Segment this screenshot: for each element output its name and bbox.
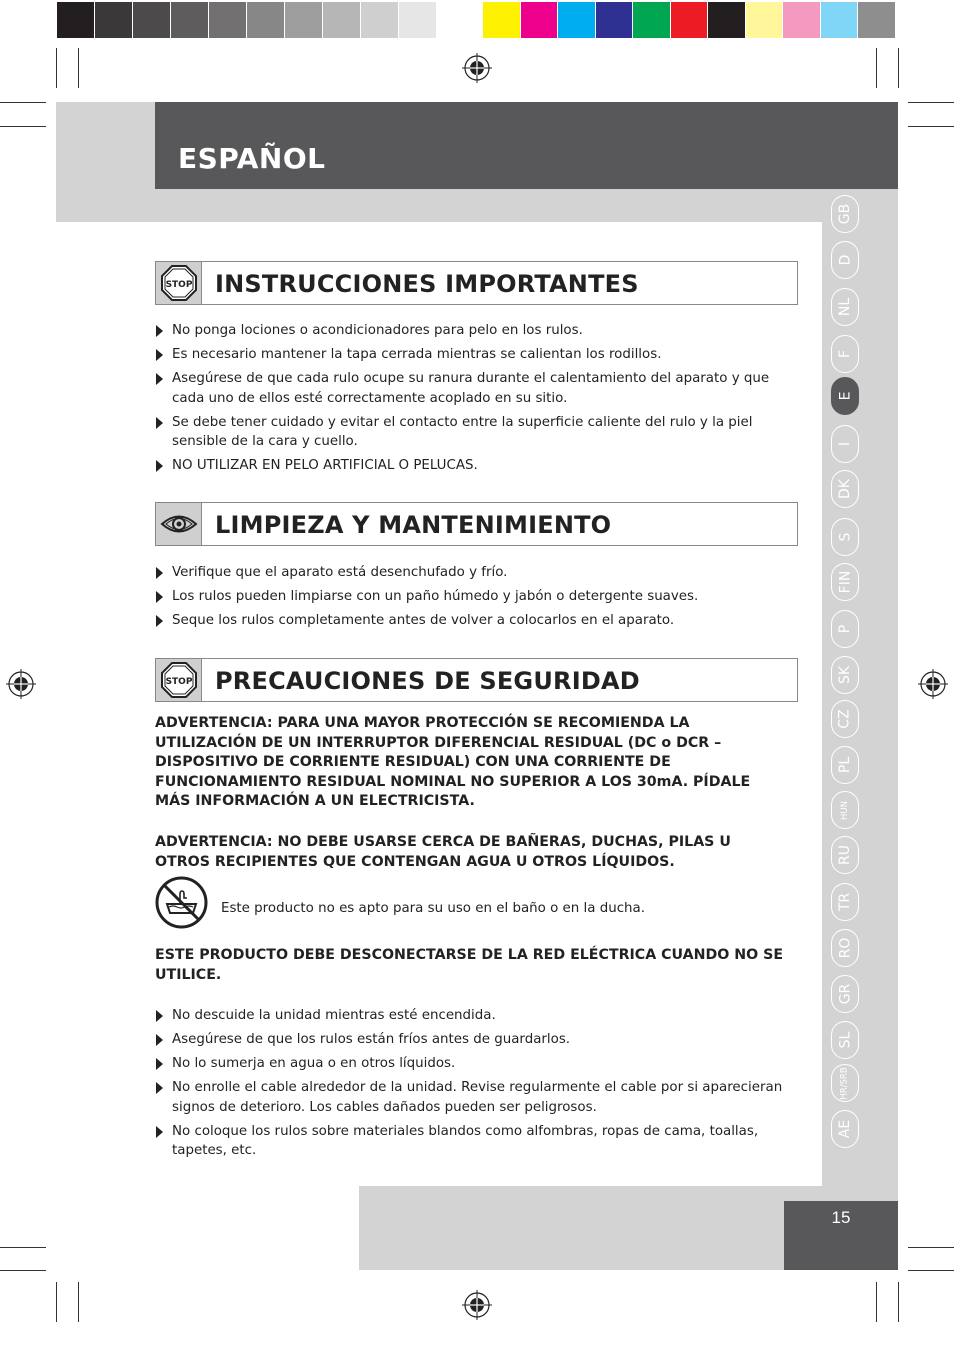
section-header-cleaning: [155, 502, 798, 546]
language-tab-label: HUN: [839, 800, 850, 820]
color-swatch: [671, 2, 709, 38]
color-swatch: [483, 2, 521, 38]
section-icon-box: [156, 659, 202, 701]
color-swatch: [171, 2, 209, 38]
language-tab-label: S: [836, 532, 853, 542]
language-tab-gr[interactable]: [831, 975, 859, 1013]
list-item: [155, 563, 785, 583]
language-tab-label: CZ: [837, 709, 853, 729]
bullet-arrow-icon: [156, 1126, 163, 1138]
list-item-text: Se debe tener cuidado y evitar el contacto entre la superficie caliente del rulo y la piel sensible de la cara y cuello.: [172, 414, 753, 449]
list-item: [155, 456, 785, 476]
list-item-text: No lo sumerja en agua o en otros líquidos.: [172, 1056, 456, 1071]
list-item-text: No coloque los rulos sobre materiales blandos como alfombras, ropas de cama, toallas, tapetes, etc.: [172, 1123, 759, 1158]
section-icon-box: [156, 503, 202, 545]
language-tab-label: TR: [837, 892, 853, 912]
grayscale-calibration-bar: [57, 2, 475, 38]
list-item: [155, 587, 785, 607]
color-swatch: [437, 2, 475, 38]
no-bath-icon: [155, 876, 208, 929]
language-tab-label: E: [836, 391, 853, 401]
page-title: ESPAÑOL: [178, 142, 326, 175]
language-tab-label: NL: [837, 297, 853, 317]
important-list: [155, 321, 785, 480]
language-tab-label: SK: [836, 665, 853, 685]
list-item-text: No ponga lociones o acondicionadores para pelo en los rulos.: [172, 323, 583, 338]
page-number: 15: [831, 1208, 851, 1227]
list-item: [155, 321, 785, 341]
color-swatch: [399, 2, 437, 38]
language-tab-d[interactable]: [831, 241, 859, 279]
bullet-arrow-icon: [156, 460, 163, 472]
language-tab-sk[interactable]: [831, 656, 859, 694]
color-swatch: [596, 2, 634, 38]
language-tab-tr[interactable]: [831, 883, 859, 921]
language-tab-p[interactable]: [831, 610, 859, 648]
language-tab-label: RO: [837, 937, 853, 959]
color-swatch: [633, 2, 671, 38]
list-item-text: Es necesario mantener la tapa cerrada mientras se calientan los rodillos.: [172, 347, 662, 362]
stop-sign-icon: [161, 662, 197, 698]
bullet-arrow-icon: [156, 417, 163, 429]
eye-icon: [160, 509, 198, 539]
disconnect-warning: ESTE PRODUCTO DEBE DESCONECTARSE DE LA RED ELÉCTRICA CUANDO NO SE UTILICE.: [155, 947, 784, 983]
color-swatch: [323, 2, 361, 38]
cleaning-list: [155, 563, 785, 635]
language-tab-label: AE: [837, 1119, 853, 1139]
bullet-arrow-icon: [156, 1034, 163, 1046]
registration-mark-icon: [462, 1290, 492, 1320]
color-swatch: [209, 2, 247, 38]
list-item: [155, 1054, 785, 1074]
list-item: [155, 345, 785, 365]
color-swatch: [361, 2, 399, 38]
color-swatch: [95, 2, 133, 38]
bullet-arrow-icon: [156, 325, 163, 337]
color-swatch: [57, 2, 95, 38]
color-swatch: [521, 2, 559, 38]
language-tab-s[interactable]: [831, 518, 859, 556]
language-tab-i[interactable]: [831, 425, 859, 463]
color-swatch: [783, 2, 821, 38]
bullet-arrow-icon: [156, 349, 163, 361]
section-title: INSTRUCCIONES IMPORTANTES: [215, 270, 639, 298]
language-tab-ae[interactable]: [831, 1110, 859, 1148]
bullet-arrow-icon: [156, 1058, 163, 1070]
language-tab-label: P: [836, 624, 853, 634]
safety-list: [155, 1006, 785, 1165]
list-item-text: Seque los rulos completamente antes de volver a colocarlos en el aparato.: [172, 613, 675, 628]
bullet-arrow-icon: [156, 1082, 163, 1094]
language-tab-label: F: [837, 349, 853, 359]
rcd-warning: ADVERTENCIA: PARA UNA MAYOR PROTECCIÓN SE RECOMIENDA LA UTILIZACIÓN DE UN INTERRUPTOR DIFERENCIAL RESIDUAL (DC o DCR – DISPOSITIVO DE CORRIENTE RESIDUAL) CON UNA CORRIENTE DE FUNCIONAMIENTO RESIDUAL NOMINAL NO SUPERIOR A LOS 30mA. PÍDALE MÁS INFORMACIÓN A UN ELECTRICISTA.: [155, 715, 751, 809]
language-tab-dk[interactable]: [831, 470, 859, 508]
language-tab-hun[interactable]: [831, 791, 859, 829]
language-tab-gb[interactable]: [831, 195, 859, 233]
language-tab-e[interactable]: [831, 377, 859, 415]
language-tab-pl[interactable]: [831, 746, 859, 784]
list-item: [155, 413, 785, 452]
list-item-text: No enrolle el cable alrededor de la unidad. Revise regularmente el cable por si aparecieran signos de deterioro. Los cables dañados pueden ser peligrosos.: [172, 1080, 783, 1115]
language-tab-label: RU: [836, 845, 853, 865]
list-item-text: Asegúrese de que cada rulo ocupe su ranura durante el calentamiento del aparato y que cada uno de ellos esté correctamente acoplado en su sitio.: [172, 371, 770, 406]
language-tab-ro[interactable]: [831, 929, 859, 967]
list-item-text: Los rulos pueden limpiarse con un paño húmedo y jabón o detergente suaves.: [172, 589, 699, 604]
registration-mark-icon: [918, 669, 948, 699]
language-tab-label: I: [836, 441, 853, 447]
color-swatch: [708, 2, 746, 38]
registration-mark-icon: [462, 53, 492, 83]
svg-text:STOP: STOP: [165, 677, 192, 687]
language-tab-sl[interactable]: [831, 1021, 859, 1059]
language-tab-label: FIN: [837, 570, 853, 594]
bath-note: Este producto no es apto para su uso en el baño o en la ducha.: [221, 901, 646, 916]
bullet-arrow-icon: [156, 1010, 163, 1022]
section-header-important: [155, 261, 798, 305]
list-item-text: Verifique que el aparato está desenchufado y frío.: [172, 565, 508, 580]
bullet-arrow-icon: [156, 567, 163, 579]
color-swatch: [285, 2, 323, 38]
color-calibration-bar: [483, 2, 896, 38]
registration-mark-icon: [6, 669, 36, 699]
color-swatch: [558, 2, 596, 38]
language-tab-label: DK: [837, 479, 853, 499]
stop-sign-icon: [161, 265, 197, 301]
color-swatch: [746, 2, 784, 38]
list-item-text: Asegúrese de que los rulos están fríos antes de guardarlos.: [172, 1032, 571, 1047]
list-item-text: NO UTILIZAR EN PELO ARTIFICIAL O PELUCAS.: [172, 458, 478, 473]
list-item: [155, 1030, 785, 1050]
section-header-safety: [155, 658, 798, 702]
list-item: [155, 1122, 785, 1161]
list-item-text: No descuide la unidad mientras esté encendida.: [172, 1008, 496, 1023]
language-tab-nl[interactable]: [831, 288, 859, 326]
list-item: [155, 1006, 785, 1026]
section-icon-box: [156, 262, 202, 304]
section-title: PRECAUCIONES DE SEGURIDAD: [215, 667, 640, 695]
language-tab-fin[interactable]: [831, 563, 859, 601]
language-tab-label: PL: [837, 756, 853, 774]
svg-text:STOP: STOP: [165, 280, 192, 290]
language-tab-label: GR: [836, 983, 853, 1005]
color-swatch: [858, 2, 896, 38]
language-tab-label: SL: [837, 1031, 853, 1049]
list-item: [155, 1078, 785, 1117]
list-item: [155, 611, 785, 631]
color-swatch: [247, 2, 285, 38]
bullet-arrow-icon: [156, 615, 163, 627]
language-tab-label: GB: [836, 203, 853, 225]
language-tab-label: HR/SRB: [839, 1066, 850, 1100]
language-tab-label: D: [837, 254, 853, 266]
bullet-arrow-icon: [156, 373, 163, 385]
language-tab-hr-srb[interactable]: [831, 1064, 859, 1102]
language-tab-cz[interactable]: [831, 700, 859, 738]
language-tab-ru[interactable]: [831, 836, 859, 874]
bullet-arrow-icon: [156, 591, 163, 603]
language-tab-f[interactable]: [831, 335, 859, 373]
list-item: [155, 369, 785, 408]
section-title: LIMPIEZA Y MANTENIMIENTO: [215, 511, 612, 539]
color-swatch: [133, 2, 171, 38]
color-swatch: [821, 2, 859, 38]
water-warning: ADVERTENCIA: NO DEBE USARSE CERCA DE BAÑERAS, DUCHAS, PILAS U OTROS RECIPIENTES QUE CONTENGAN AGUA U OTROS LÍQUIDOS.: [155, 834, 731, 870]
